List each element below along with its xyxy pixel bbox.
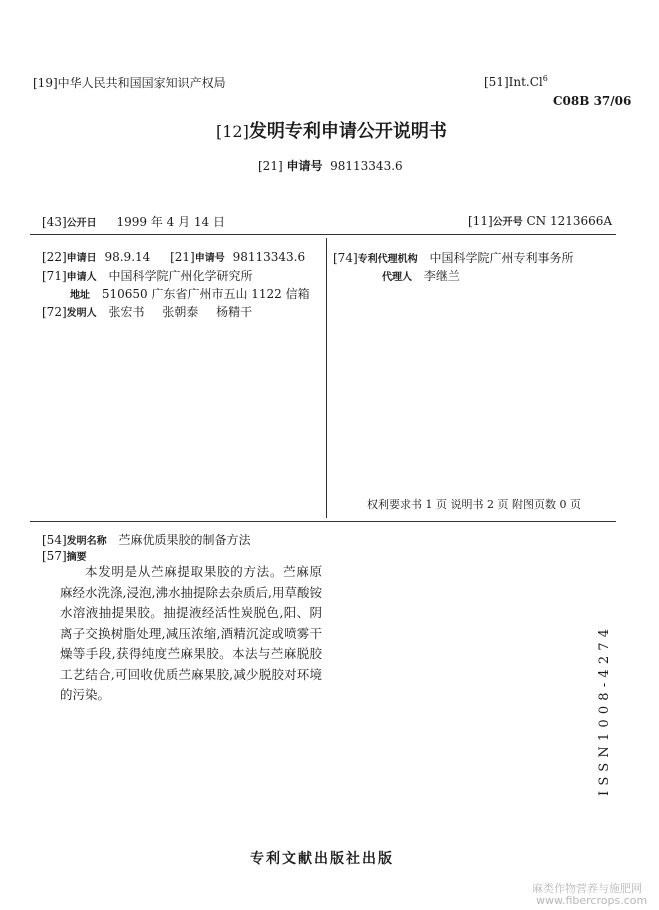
applicant-row: [71]申请人 中国科学院广州化学研究所 [42,269,253,283]
inventor: 杨精干 [216,305,253,319]
invention-title-row: [54]发明名称 苎麻优质果胶的制备方法 [42,533,251,547]
int-cl-label: [51]Int.Cl$^6$ [484,74,548,89]
address-row: 地址 510650 广东省广州市五山 1122 信箱 [70,287,310,301]
patent-agent: 李继兰 [423,269,460,283]
issuing-office [33,74,226,91]
watermark-title: 麻类作物营养与施肥网 [532,882,642,895]
office-code: [19] [33,76,58,90]
publication-number: [11]公开号 CN 1213666A [468,214,613,228]
application-number: 98113343.6 [232,250,306,264]
publisher: 专利文献出版社出版 [250,851,394,867]
agent-row: 代理人 李继兰 [382,269,460,283]
divider-line [30,521,616,522]
agency-row: [74]专利代理机构 中国科学院广州专利事务所 [333,251,574,265]
patent-agency: 中国科学院广州专利事务所 [429,251,574,265]
inventor: 张宏书 [108,305,145,319]
document-title: [12]发明专利申请公开说明书 [216,121,447,142]
column-divider [326,238,327,518]
divider-line [30,234,616,235]
inventor-row: [72]发明人 张宏书 张朝泰 杨精干 [42,305,253,319]
issn-number: ISSN1008-4274 [597,623,612,796]
applicant: 中国科学院广州化学研究所 [108,269,253,283]
abstract-text: 本发明是从苎麻提取果胶的方法。苎麻原麻经水洗涤,浸泡,沸水抽提除去杂质后,用草酸铵水溶液抽提果胶。抽提液经活性炭脱色,阳、阴离子交换树脂处理,减压浓缩,酒精沉淀或喷雾干燥等手段,获得纯度苎麻果胶。本法与苎麻脱胶工艺结合,可回收优质苎麻果胶,减少脱胶对环境的污染。 [60,564,322,702]
abstract-label-row: [57]摘要 [42,549,87,563]
watermark-url: www.fibercrops.com [536,894,648,907]
publication-date: [43]公开日 1999 年 4 月 14 日 [42,215,225,229]
inventor: 张朝泰 [162,305,199,319]
page-counts: 权利要求书 1 页 说明书 2 页 附图页数 0 页 [367,498,581,511]
filing-date: 98.9.14 [104,250,151,264]
invention-title: 苎麻优质果胶的制备方法 [118,533,251,547]
application-number-header: [21] 申请号 98113343.6 [258,159,403,173]
classification-code: C08B 37/06 [553,94,632,108]
address: 510650 广东省广州市五山 1122 信箱 [101,287,310,301]
office-name: 中华人民共和国国家知识产权局 [57,76,226,90]
filing-info-row: [22]申请日 98.9.14 [21]申请号 98113343.6 [42,250,306,264]
